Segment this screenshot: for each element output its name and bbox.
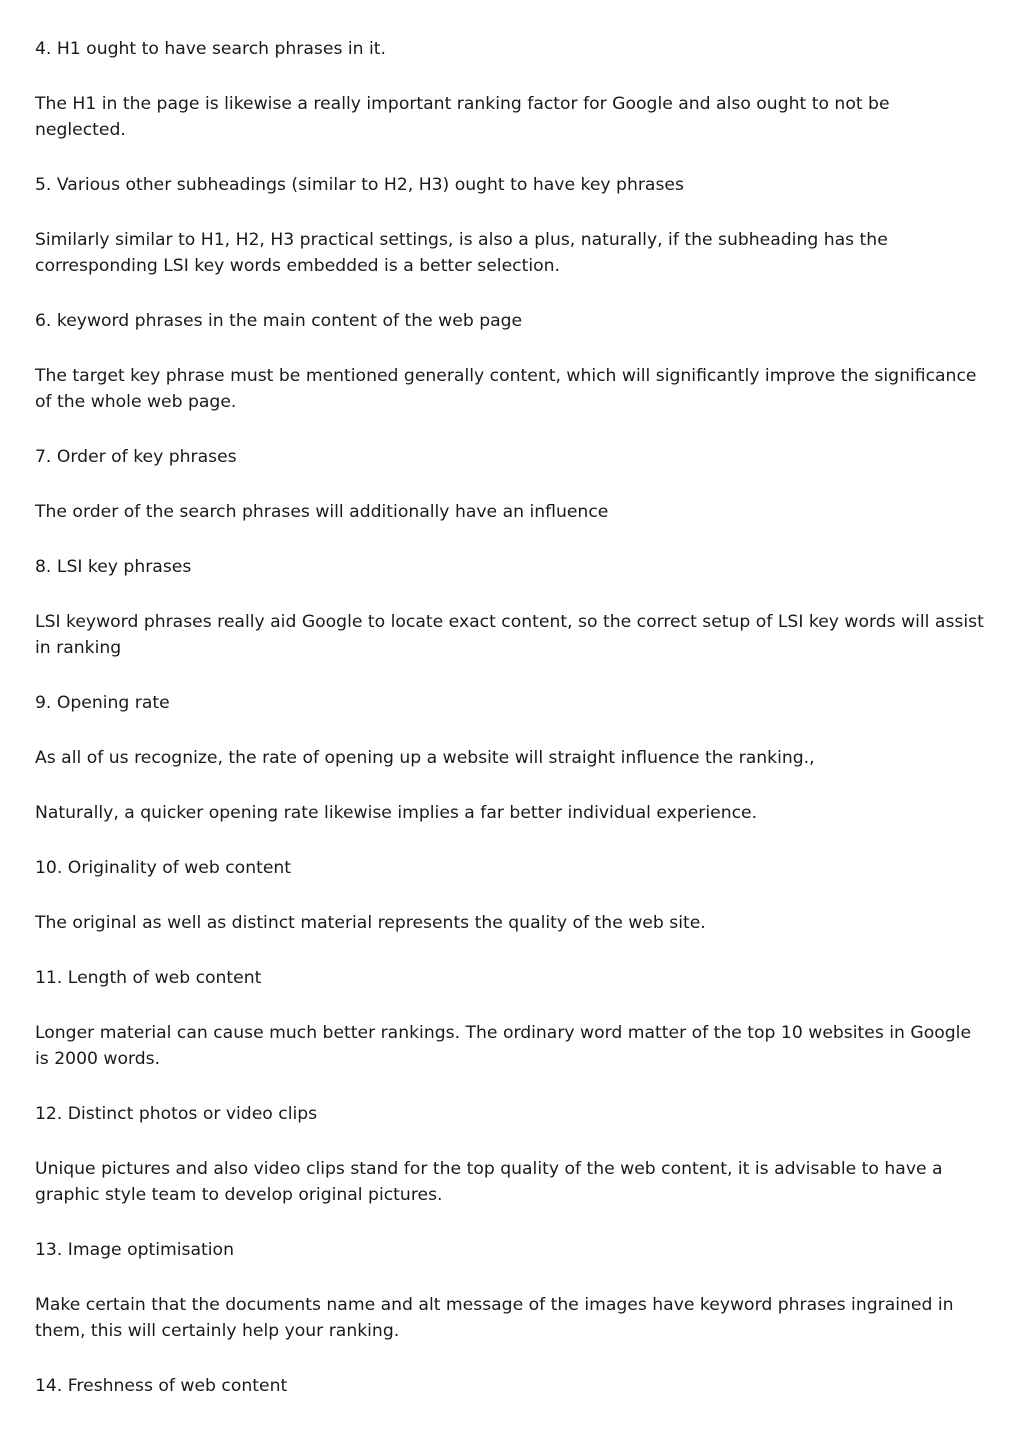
heading-image-optimisation: 13. Image optimisation — [35, 1240, 234, 1260]
paragraph-h1: The H1 in the page is likewise a really important ranking factor for Google and also ought to not be neglected. — [35, 94, 890, 140]
paragraph-lsi: LSI keyword phrases really aid Google to locate exact content, so the correct setup of LSI key words will assist in ranking — [35, 612, 984, 658]
paragraph-order: The order of the search phrases will additionally have an influence — [35, 502, 609, 522]
paragraph-main-content: The target key phrase must be mentioned generally content, which will significantly improve the significance of the whole web page. — [35, 366, 977, 412]
paragraph-subheadings: Similarly similar to H1, H2, H3 practical settings, is also a plus, naturally, if the subheading has the corresponding LSI key words embedded is a better selection. — [35, 230, 888, 276]
heading-distinct-photos: 12. Distinct photos or video clips — [35, 1104, 318, 1124]
paragraph-distinct-photos: Unique pictures and also video clips stand for the top quality of the web content, it is advisable to have a graphic style team to develop original pictures. — [35, 1159, 943, 1205]
heading-main-content-keywords: 6. keyword phrases in the main content of the web page — [35, 311, 523, 331]
paragraph-length: Longer material can cause much better rankings. The ordinary word matter of the top 10 websites in Google is 2000 words. — [35, 1023, 972, 1069]
heading-subheadings: 5. Various other subheadings (similar to H2, H3) ought to have key phrases — [35, 175, 684, 195]
heading-order-key-phrases: 7. Order of key phrases — [35, 447, 237, 467]
paragraph-originality: The original as well as distinct material represents the quality of the web site. — [35, 913, 706, 933]
heading-opening-rate: 9. Opening rate — [35, 693, 170, 713]
heading-length: 11. Length of web content — [35, 968, 262, 988]
heading-freshness: 14. Freshness of web content — [35, 1376, 288, 1396]
paragraph-opening-rate-2: Naturally, a quicker opening rate likewise implies a far better individual experience. — [35, 803, 758, 823]
heading-lsi-key-phrases: 8. LSI key phrases — [35, 557, 192, 577]
heading-h1-keywords: 4. H1 ought to have search phrases in it. — [35, 39, 386, 59]
document-body — [35, 36, 985, 1428]
paragraph-opening-rate-1: As all of us recognize, the rate of opening up a website will straight influence the ranking., — [35, 748, 815, 768]
heading-originality: 10. Originality of web content — [35, 858, 292, 878]
paragraph-image-optimisation: Make certain that the documents name and alt message of the images have keyword phrases ingrained in them, this will certainly help your ranking. — [35, 1295, 954, 1341]
